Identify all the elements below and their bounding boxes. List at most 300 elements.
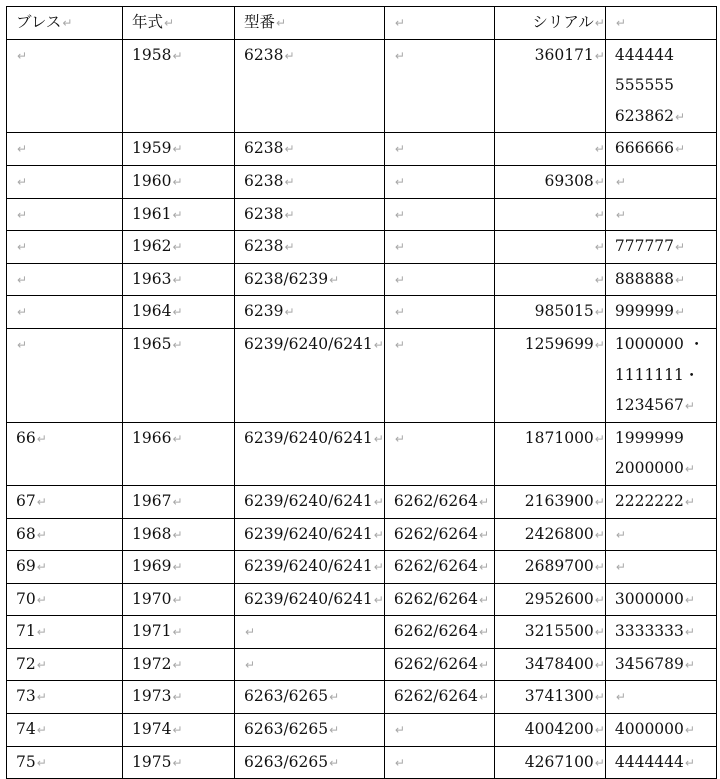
- cell-text: シリアル: [532, 13, 594, 31]
- notes-line: [615, 296, 716, 328]
- serial-cell: [494, 485, 605, 518]
- notes-cell: [605, 551, 716, 584]
- serial-cell: [494, 681, 605, 714]
- model-cell: [235, 263, 385, 296]
- table-row: [7, 681, 717, 714]
- model-cell: [235, 422, 385, 485]
- notes-cell: [605, 681, 716, 714]
- paragraph-mark-icon: ↵: [172, 431, 183, 446]
- paragraph-mark-icon: ↵: [594, 16, 605, 30]
- paragraph-mark-icon: ↵: [17, 207, 28, 222]
- model-cell: [235, 328, 385, 422]
- cell-text: 6239/6240/6241: [244, 557, 373, 576]
- paragraph-mark-icon: ↵: [394, 16, 405, 30]
- cell-text: 666666: [614, 139, 675, 158]
- model-cell: [235, 551, 385, 584]
- cell-text: 985015: [534, 302, 594, 321]
- header-serial: [494, 7, 605, 40]
- paragraph-mark-icon: ↵: [172, 592, 183, 607]
- serial-cell: [494, 133, 605, 166]
- notes-line: [615, 199, 716, 231]
- notes-line: [615, 681, 716, 713]
- notes-cell: [605, 263, 716, 296]
- paragraph-mark-icon: ↵: [172, 527, 183, 542]
- press-cell: [7, 616, 123, 649]
- table-row: [7, 616, 717, 649]
- cell-text: 888888: [614, 269, 675, 288]
- notes-cell: [605, 231, 716, 264]
- notes-line: [615, 329, 716, 360]
- model2-cell: [384, 133, 494, 166]
- notes-line: [615, 390, 716, 422]
- paragraph-mark-icon: ↵: [17, 305, 28, 320]
- cell-text: 1973: [132, 687, 172, 706]
- header-model2: [384, 7, 494, 40]
- cell-text: 72: [16, 654, 36, 673]
- serial-cell: [494, 714, 605, 747]
- paragraph-mark-icon: ↵: [172, 494, 183, 509]
- cell-text: 1000000 ・: [614, 334, 705, 353]
- paragraph-mark-icon: ↵: [329, 272, 340, 287]
- cell-text: 1975: [132, 752, 172, 771]
- model2-cell: [384, 263, 494, 296]
- cell-text: 2163900: [524, 491, 594, 510]
- paragraph-mark-icon: ↵: [17, 240, 28, 255]
- model2-cell: [384, 485, 494, 518]
- paragraph-mark-icon: ↵: [684, 657, 695, 672]
- model2-cell: [384, 296, 494, 329]
- paragraph-mark-icon: ↵: [594, 657, 605, 672]
- press-cell: [7, 518, 123, 551]
- serial-cell: [494, 328, 605, 422]
- notes-cell: [605, 328, 716, 422]
- paragraph-mark-icon: ↵: [172, 272, 183, 287]
- paragraph-mark-icon: ↵: [172, 174, 183, 189]
- paragraph-mark-icon: ↵: [394, 272, 405, 287]
- year-cell: [123, 133, 235, 166]
- serial-cell: [494, 296, 605, 329]
- paragraph-mark-icon: ↵: [276, 16, 287, 30]
- cell-text: 1961: [132, 204, 172, 223]
- cell-text: 1960: [132, 171, 172, 190]
- paragraph-mark-icon: ↵: [172, 240, 183, 255]
- cell-text: 1963: [132, 269, 172, 288]
- paragraph-mark-icon: ↵: [284, 240, 295, 255]
- paragraph-mark-icon: ↵: [675, 109, 686, 124]
- cell-text: 3215500: [524, 622, 594, 641]
- table-row: [7, 296, 717, 329]
- table-row: [7, 746, 717, 779]
- cell-text: 4444444: [614, 752, 684, 771]
- model2-cell: [384, 681, 494, 714]
- notes-line: [615, 519, 716, 551]
- paragraph-mark-icon: ↵: [17, 337, 28, 352]
- model2-cell: [384, 231, 494, 264]
- serial-cell: [494, 648, 605, 681]
- cell-text: 2000000: [614, 459, 684, 478]
- serial-cell: [494, 165, 605, 198]
- year-cell: [123, 263, 235, 296]
- paragraph-mark-icon: ↵: [284, 207, 295, 222]
- table-row: [7, 198, 717, 231]
- cell-text: 6238/6239: [244, 269, 329, 288]
- cell-text: 2689700: [524, 557, 594, 576]
- header-year: [123, 7, 235, 40]
- paragraph-mark-icon: ↵: [394, 174, 405, 189]
- year-cell: [123, 648, 235, 681]
- press-cell: [7, 198, 123, 231]
- notes-line: [615, 747, 716, 779]
- year-cell: [123, 583, 235, 616]
- serial-cell: [494, 39, 605, 133]
- notes-line: [615, 231, 716, 263]
- paragraph-mark-icon: ↵: [284, 305, 295, 320]
- cell-text: 6239/6240/6241: [244, 524, 373, 543]
- cell-text: 1111111・: [614, 365, 700, 384]
- cell-text: 67: [16, 491, 36, 510]
- cell-text: 6238: [244, 171, 284, 190]
- cell-text: 555555: [614, 76, 675, 95]
- cell-text: 2426800: [524, 524, 594, 543]
- cell-text: 1962: [132, 237, 172, 256]
- paragraph-mark-icon: ↵: [684, 592, 695, 607]
- paragraph-mark-icon: ↵: [36, 723, 47, 738]
- paragraph-mark-icon: ↵: [394, 240, 405, 255]
- model-cell: [235, 39, 385, 133]
- paragraph-mark-icon: ↵: [594, 272, 605, 287]
- paragraph-mark-icon: ↵: [594, 305, 605, 320]
- header-press: [7, 7, 123, 40]
- press-cell: [7, 714, 123, 747]
- table-row: [7, 133, 717, 166]
- cell-text: 6239/6240/6241: [244, 589, 373, 608]
- notes-cell: [605, 39, 716, 133]
- cell-text: 1259699: [524, 334, 594, 353]
- press-cell: [7, 485, 123, 518]
- serial-cell: [494, 746, 605, 779]
- paragraph-mark-icon: ↵: [594, 527, 605, 542]
- cell-text: 6263/6265: [244, 720, 329, 739]
- paragraph-mark-icon: ↵: [36, 755, 47, 770]
- cell-text: 1959: [132, 139, 172, 158]
- cell-text: 6239: [244, 302, 284, 321]
- model2-cell: [384, 198, 494, 231]
- model2-cell: [384, 39, 494, 133]
- notes-cell: [605, 518, 716, 551]
- cell-text: 6239/6240/6241: [244, 491, 373, 510]
- table-row: [7, 583, 717, 616]
- model2-cell: [384, 714, 494, 747]
- model-cell: [235, 518, 385, 551]
- cell-text: 6262/6264: [393, 524, 478, 543]
- cell-text: 623862: [614, 106, 675, 125]
- cell-text: 444444: [614, 45, 675, 64]
- table-row: [7, 39, 717, 133]
- paragraph-mark-icon: ↵: [594, 142, 605, 157]
- paragraph-mark-icon: ↵: [684, 723, 695, 738]
- cell-text: 75: [16, 752, 36, 771]
- table-row: [7, 165, 717, 198]
- year-cell: [123, 198, 235, 231]
- paragraph-mark-icon: ↵: [172, 142, 183, 157]
- notes-line: [615, 551, 716, 583]
- model-cell: [235, 485, 385, 518]
- table-row: [7, 648, 717, 681]
- cell-text: 1999999: [614, 428, 684, 447]
- notes-line: [615, 423, 716, 454]
- paragraph-mark-icon: ↵: [478, 657, 490, 672]
- cell-text: 3333333: [614, 622, 684, 641]
- serial-cell: [494, 263, 605, 296]
- paragraph-mark-icon: ↵: [594, 494, 605, 509]
- cell-text: 1234567: [614, 396, 684, 415]
- paragraph-mark-icon: ↵: [394, 755, 405, 770]
- table-row: [7, 328, 717, 422]
- paragraph-mark-icon: ↵: [245, 657, 256, 672]
- model2-cell: [384, 165, 494, 198]
- paragraph-mark-icon: ↵: [17, 48, 28, 63]
- cell-text: 73: [16, 687, 36, 706]
- cell-text: 6262/6264: [393, 491, 478, 510]
- cell-text: 3478400: [524, 654, 594, 673]
- cell-text: 6239/6240/6241: [244, 428, 373, 447]
- table-row: [7, 485, 717, 518]
- paragraph-mark-icon: ↵: [615, 16, 626, 30]
- table-row: [7, 231, 717, 264]
- paragraph-mark-icon: ↵: [615, 207, 626, 222]
- header-notes: [605, 7, 716, 40]
- notes-line: [615, 616, 716, 648]
- cell-text: 3000000: [614, 589, 684, 608]
- notes-line: [615, 649, 716, 681]
- paragraph-mark-icon: ↵: [394, 142, 405, 157]
- paragraph-mark-icon: ↵: [594, 174, 605, 189]
- paragraph-mark-icon: ↵: [594, 48, 605, 63]
- paragraph-mark-icon: ↵: [373, 431, 384, 446]
- paragraph-mark-icon: ↵: [478, 625, 490, 640]
- notes-line: [615, 360, 716, 391]
- paragraph-mark-icon: ↵: [594, 592, 605, 607]
- cell-text: 3456789: [614, 654, 684, 673]
- cell-text: 3741300: [524, 687, 594, 706]
- paragraph-mark-icon: ↵: [36, 592, 47, 607]
- cell-text: 年式: [132, 13, 164, 31]
- table-header-row: [7, 7, 717, 40]
- model2-cell: [384, 328, 494, 422]
- paragraph-mark-icon: ↵: [373, 337, 384, 352]
- paragraph-mark-icon: ↵: [594, 690, 605, 705]
- cell-text: 6262/6264: [393, 589, 478, 608]
- year-cell: [123, 746, 235, 779]
- cell-text: 4004200: [524, 720, 594, 739]
- model2-cell: [384, 422, 494, 485]
- notes-cell: [605, 648, 716, 681]
- paragraph-mark-icon: ↵: [594, 240, 605, 255]
- notes-cell: [605, 485, 716, 518]
- cell-text: 1970: [132, 589, 172, 608]
- cell-text: 1971: [132, 622, 172, 641]
- paragraph-mark-icon: ↵: [172, 207, 183, 222]
- cell-text: 74: [16, 720, 36, 739]
- cell-text: 1871000: [524, 428, 594, 447]
- cell-text: 6262/6264: [393, 557, 478, 576]
- notes-line: [615, 70, 716, 101]
- model-cell: [235, 746, 385, 779]
- cell-text: 1964: [132, 302, 172, 321]
- paragraph-mark-icon: ↵: [373, 494, 384, 509]
- paragraph-mark-icon: ↵: [172, 48, 183, 63]
- press-cell: [7, 296, 123, 329]
- cell-text: 6238: [244, 139, 284, 158]
- model-cell: [235, 231, 385, 264]
- cell-text: 6262/6264: [393, 622, 478, 641]
- model2-cell: [384, 583, 494, 616]
- paragraph-mark-icon: ↵: [36, 657, 47, 672]
- paragraph-mark-icon: ↵: [36, 560, 47, 575]
- model-cell: [235, 133, 385, 166]
- cell-text: 1969: [132, 557, 172, 576]
- year-cell: [123, 39, 235, 133]
- serial-table: [6, 6, 717, 779]
- paragraph-mark-icon: ↵: [329, 723, 340, 738]
- paragraph-mark-icon: ↵: [172, 657, 183, 672]
- paragraph-mark-icon: ↵: [594, 337, 605, 352]
- cell-text: 71: [16, 622, 36, 641]
- notes-line: [615, 101, 716, 133]
- cell-text: 6238: [244, 45, 284, 64]
- paragraph-mark-icon: ↵: [684, 494, 695, 509]
- paragraph-mark-icon: ↵: [594, 755, 605, 770]
- year-cell: [123, 422, 235, 485]
- year-cell: [123, 296, 235, 329]
- paragraph-mark-icon: ↵: [17, 272, 28, 287]
- paragraph-mark-icon: ↵: [394, 431, 405, 446]
- notes-line: [615, 133, 716, 165]
- header-model: [235, 7, 385, 40]
- paragraph-mark-icon: ↵: [684, 399, 695, 414]
- paragraph-mark-icon: ↵: [675, 142, 686, 157]
- paragraph-mark-icon: ↵: [329, 755, 340, 770]
- cell-text: 999999: [614, 302, 675, 321]
- cell-text: 型番: [244, 13, 276, 31]
- paragraph-mark-icon: ↵: [594, 723, 605, 738]
- year-cell: [123, 518, 235, 551]
- paragraph-mark-icon: ↵: [394, 337, 405, 352]
- press-cell: [7, 551, 123, 584]
- model2-cell: [384, 518, 494, 551]
- press-cell: [7, 648, 123, 681]
- cell-text: 6262/6264: [393, 687, 478, 706]
- paragraph-mark-icon: ↵: [373, 560, 384, 575]
- press-cell: [7, 328, 123, 422]
- cell-text: 2952600: [524, 589, 594, 608]
- paragraph-mark-icon: ↵: [284, 142, 295, 157]
- cell-text: 1972: [132, 654, 172, 673]
- notes-cell: [605, 198, 716, 231]
- notes-line: [615, 486, 716, 518]
- paragraph-mark-icon: ↵: [172, 755, 183, 770]
- paragraph-mark-icon: ↵: [17, 174, 28, 189]
- cell-text: 777777: [614, 237, 675, 256]
- paragraph-mark-icon: ↵: [172, 337, 183, 352]
- cell-text: 6239/6240/6241: [244, 334, 373, 353]
- notes-cell: [605, 583, 716, 616]
- cell-text: 6263/6265: [244, 687, 329, 706]
- press-cell: [7, 231, 123, 264]
- year-cell: [123, 714, 235, 747]
- cell-text: 1974: [132, 720, 172, 739]
- serial-cell: [494, 231, 605, 264]
- paragraph-mark-icon: ↵: [172, 305, 183, 320]
- paragraph-mark-icon: ↵: [594, 625, 605, 640]
- paragraph-mark-icon: ↵: [245, 625, 256, 640]
- cell-text: 6238: [244, 204, 284, 223]
- cell-text: 6262/6264: [393, 654, 478, 673]
- press-cell: [7, 165, 123, 198]
- year-cell: [123, 165, 235, 198]
- press-cell: [7, 681, 123, 714]
- paragraph-mark-icon: ↵: [594, 560, 605, 575]
- model2-cell: [384, 746, 494, 779]
- serial-cell: [494, 422, 605, 485]
- year-cell: [123, 551, 235, 584]
- year-cell: [123, 616, 235, 649]
- paragraph-mark-icon: ↵: [36, 625, 47, 640]
- cell-text: 69308: [544, 171, 594, 190]
- model-cell: [235, 714, 385, 747]
- table-row: [7, 263, 717, 296]
- notes-cell: [605, 422, 716, 485]
- paragraph-mark-icon: ↵: [675, 272, 686, 287]
- year-cell: [123, 485, 235, 518]
- paragraph-mark-icon: ↵: [478, 527, 490, 542]
- model-cell: [235, 648, 385, 681]
- paragraph-mark-icon: ↵: [373, 592, 384, 607]
- notes-line: [615, 166, 716, 198]
- paragraph-mark-icon: ↵: [478, 560, 490, 575]
- model-cell: [235, 583, 385, 616]
- cell-text: ブレス: [16, 13, 62, 31]
- paragraph-mark-icon: ↵: [164, 16, 175, 30]
- paragraph-mark-icon: ↵: [394, 48, 405, 63]
- paragraph-mark-icon: ↵: [36, 431, 47, 446]
- model-cell: [235, 296, 385, 329]
- model-cell: [235, 165, 385, 198]
- table-row: [7, 551, 717, 584]
- paragraph-mark-icon: ↵: [36, 690, 47, 705]
- press-cell: [7, 39, 123, 133]
- cell-text: 360171: [534, 45, 594, 64]
- cell-text: 1958: [132, 45, 172, 64]
- cell-text: 4000000: [614, 720, 684, 739]
- notes-line: [615, 453, 716, 485]
- serial-cell: [494, 616, 605, 649]
- serial-cell: [494, 551, 605, 584]
- press-cell: [7, 746, 123, 779]
- notes-cell: [605, 616, 716, 649]
- cell-text: 1968: [132, 524, 172, 543]
- paragraph-mark-icon: ↵: [615, 560, 626, 575]
- paragraph-mark-icon: ↵: [478, 592, 490, 607]
- notes-cell: [605, 133, 716, 166]
- paragraph-mark-icon: ↵: [478, 494, 490, 509]
- model-cell: [235, 616, 385, 649]
- paragraph-mark-icon: ↵: [284, 174, 295, 189]
- year-cell: [123, 231, 235, 264]
- notes-cell: [605, 746, 716, 779]
- table-row: [7, 518, 717, 551]
- paragraph-mark-icon: ↵: [394, 723, 405, 738]
